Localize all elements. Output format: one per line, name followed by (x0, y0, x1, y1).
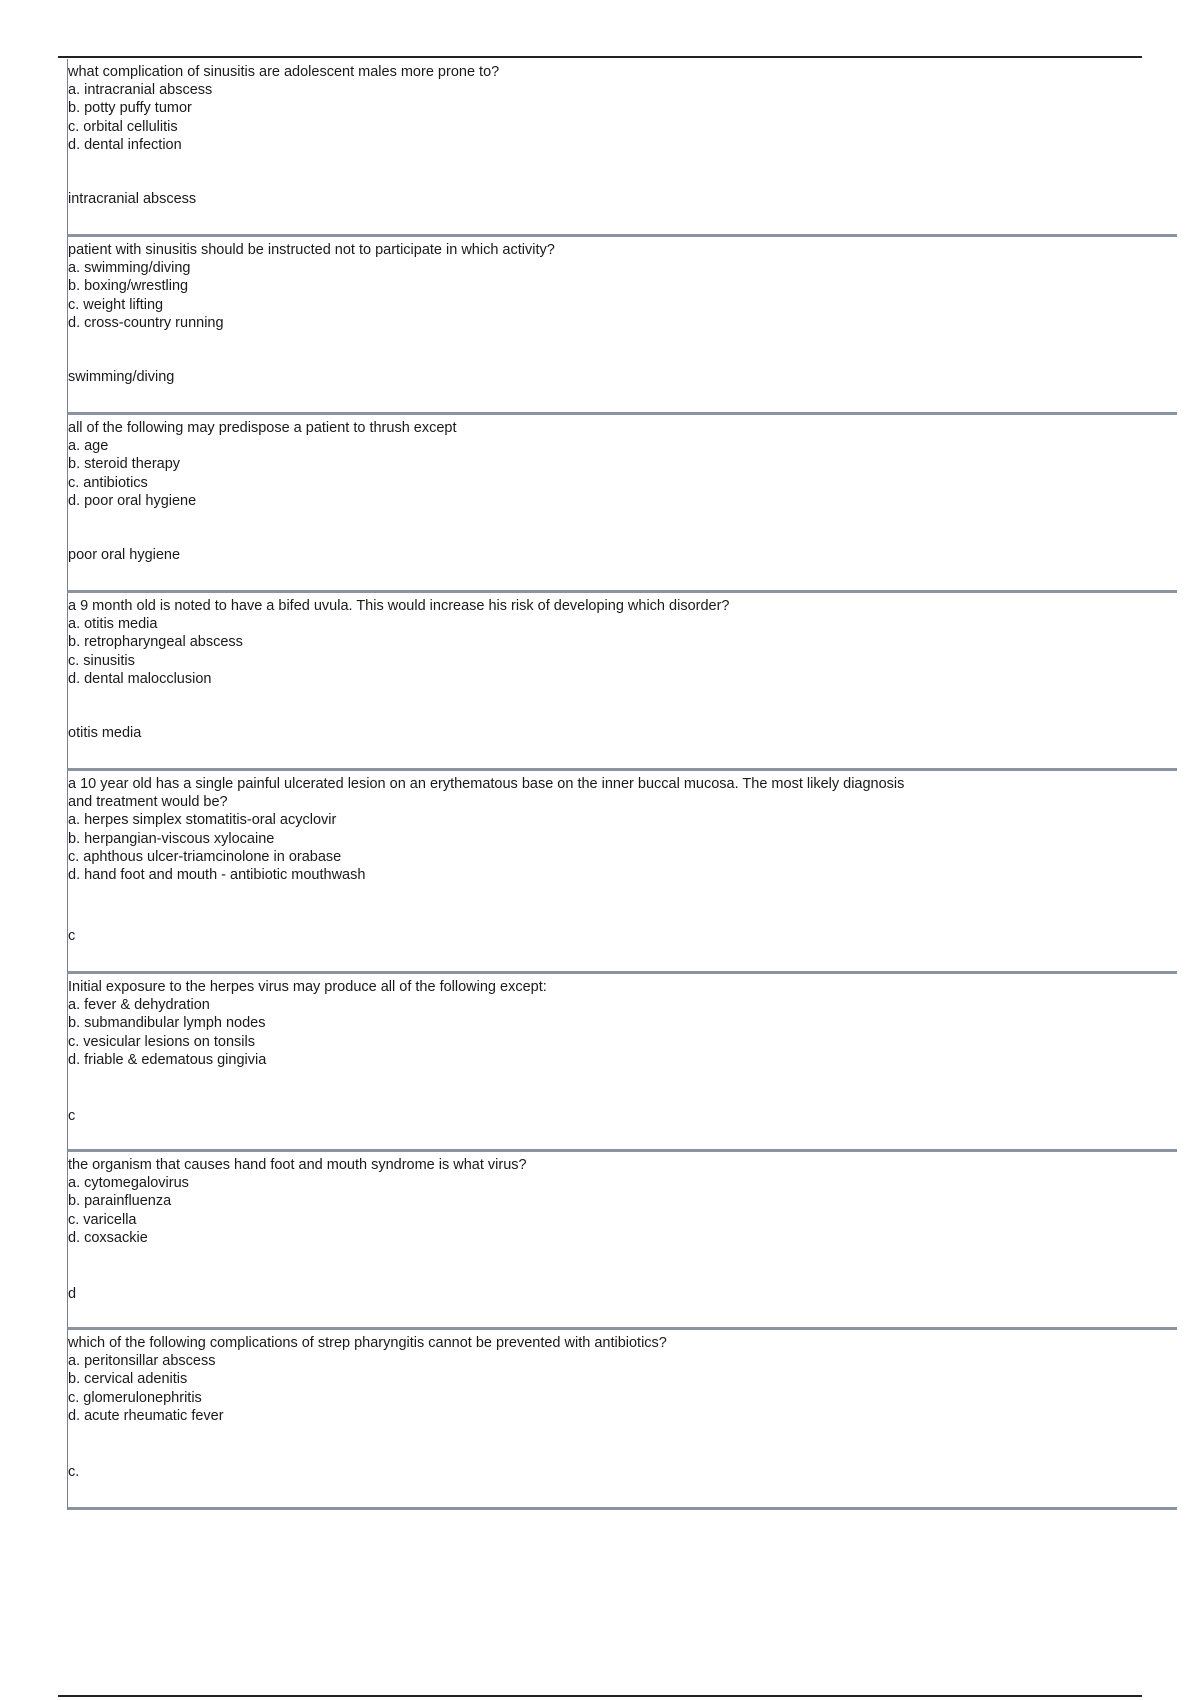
option-d: d. hand foot and mouth - antibiotic mouthwash (68, 867, 366, 884)
question-text: a 10 year old has a single painful ulcerated lesion on an erythematous base on the inner buccal mucosa. The most likely diagnosis and treatment would be? (68, 776, 909, 811)
option-a: a. intracranial abscess (68, 82, 213, 99)
flashcard (67, 1330, 1177, 1510)
answer-text: intracranial abscess (68, 191, 197, 207)
flashcard (67, 59, 1177, 237)
option-c: c. aphthous ulcer-triamcinolone in orabase (68, 848, 342, 865)
option-b: b. parainfluenza (68, 1193, 172, 1210)
option-a: a. age (68, 438, 109, 455)
option-c: c. weight lifting (68, 296, 164, 313)
option-c: c. varicella (68, 1211, 137, 1228)
option-d: d. dental malocclusion (68, 670, 212, 687)
option-c: c. orbital cellulitis (68, 118, 178, 135)
option-a: a. swimming/diving (68, 260, 191, 277)
option-b: b. potty puffy tumor (68, 100, 192, 117)
flashcard (67, 415, 1177, 593)
option-a: a. peritonsillar abscess (68, 1353, 216, 1370)
answer-text: c (68, 1108, 76, 1124)
option-c: c. sinusitis (68, 652, 135, 669)
flashcard (67, 1152, 1177, 1330)
option-c: c. vesicular lesions on tonsils (68, 1033, 255, 1050)
flashcard (67, 974, 1177, 1152)
flashcard-list (67, 59, 1177, 1510)
answer-text: poor oral hygiene (68, 547, 181, 563)
question-text: a 9 month old is noted to have a bifed uvula. This would increase his risk of developing which disorder? (68, 598, 730, 614)
option-a: a. herpes simplex stomatitis-oral acyclovir (68, 812, 337, 829)
flashcard (67, 237, 1177, 415)
option-a: a. fever & dehydration (68, 997, 210, 1014)
answer-text: swimming/diving (68, 369, 175, 385)
question-text: patient with sinusitis should be instructed not to participate in which activity? (68, 242, 555, 258)
option-b: b. boxing/wrestling (68, 278, 189, 295)
top-rule (58, 56, 1142, 58)
question-text: Initial exposure to the herpes virus may produce all of the following except: (68, 979, 547, 995)
option-d: d. cross-country running (68, 314, 224, 331)
answer-text: d (68, 1286, 77, 1302)
option-c: c. antibiotics (68, 474, 148, 491)
question-text: which of the following complications of strep pharyngitis cannot be prevented with antibiotics? (68, 1335, 667, 1351)
answer-text: c. (68, 1464, 80, 1480)
option-a: a. cytomegalovirus (68, 1175, 189, 1192)
answer-text: c (68, 928, 76, 944)
flashcard (67, 771, 1177, 974)
option-d: d. friable & edematous gingivia (68, 1051, 267, 1068)
question-text: the organism that causes hand foot and mouth syndrome is what virus? (68, 1157, 527, 1173)
answer-text: otitis media (68, 725, 142, 741)
option-b: b. herpangian-viscous xylocaine (68, 830, 275, 847)
option-d: d. coxsackie (68, 1229, 148, 1246)
option-d: d. poor oral hygiene (68, 492, 197, 509)
question-text: all of the following may predispose a patient to thrush except (68, 420, 457, 436)
option-b: b. retropharyngeal abscess (68, 634, 243, 651)
option-b: b. cervical adenitis (68, 1371, 188, 1388)
option-b: b. steroid therapy (68, 456, 181, 473)
option-b: b. submandibular lymph nodes (68, 1015, 266, 1032)
option-a: a. otitis media (68, 616, 158, 633)
flashcard (67, 593, 1177, 771)
option-d: d. acute rheumatic fever (68, 1407, 224, 1424)
bottom-rule (58, 1695, 1142, 1697)
question-text: what complication of sinusitis are adolescent males more prone to? (68, 64, 500, 80)
option-d: d. dental infection (68, 136, 182, 153)
option-c: c. glomerulonephritis (68, 1389, 202, 1406)
